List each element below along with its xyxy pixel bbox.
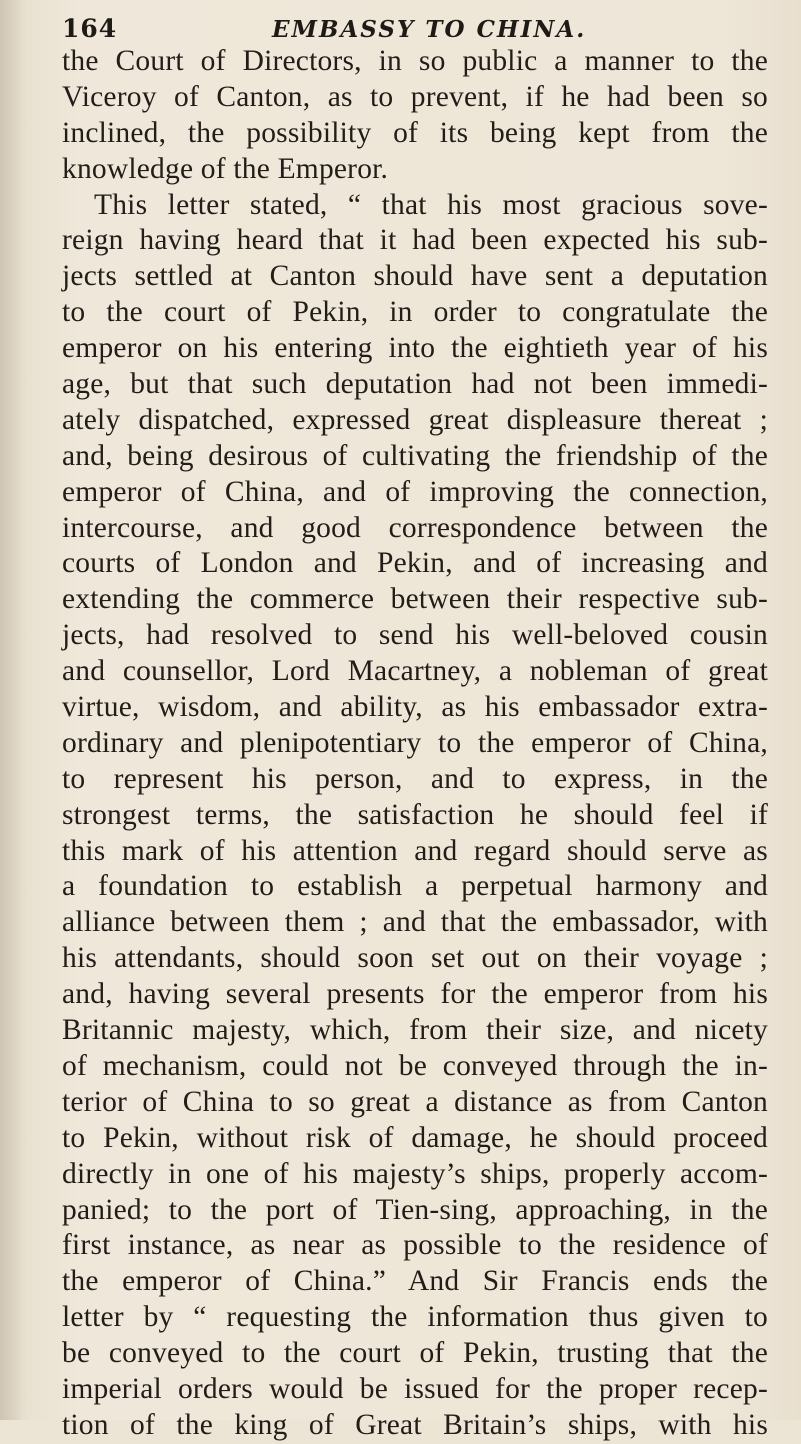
text-line: to Pekin, without risk of damage, he should proceed <box>62 1121 768 1154</box>
text-line: first instance, as near as possible to the residence of <box>62 1229 768 1262</box>
text-line: strongest terms, the satisfaction he should feel if <box>62 798 768 831</box>
text-line: reign having heard that it had been expected his sub- <box>62 224 768 257</box>
text-line: emperor of China, and of improving the connection, <box>62 475 768 508</box>
text-line: and counsellor, Lord Macartney, a nobleman of great <box>62 655 768 688</box>
text-line: to the court of Pekin, in order to congratulate the <box>62 296 768 329</box>
text-line: ordinary and plenipotentiary to the emperor of China, <box>62 726 768 759</box>
text-line: courts of London and Pekin, and of increasing and <box>62 547 768 580</box>
text-line: jects settled at Canton should have sent a deputation <box>62 260 768 293</box>
text-line: this mark of his attention and regard should serve as <box>62 834 768 867</box>
text-line: his attendants, should soon set out on their voyage ; <box>62 942 768 975</box>
text-line: terior of China to so great a distance as from Canton <box>62 1085 768 1118</box>
text-line: of mechanism, could not be conveyed through the in- <box>62 1049 768 1082</box>
text-line: alliance between them ; and that the embassador, with <box>62 906 768 939</box>
text-line: ately dispatched, expressed great displeasure thereat ; <box>62 403 768 436</box>
text-line: inclined, the possibility of its being kept from the <box>62 116 768 149</box>
text-line: panied; to the port of Tien-sing, approaching, in the <box>62 1193 768 1226</box>
text-line: Viceroy of Canton, as to prevent, if he had been so <box>62 80 768 113</box>
text-line: to represent his person, and to express, in the <box>62 762 768 795</box>
text-line: imperial orders would be issued for the proper recep- <box>62 1372 768 1405</box>
text-line: the Court of Directors, in so public a manner to the <box>62 45 768 77</box>
page-number: 164 <box>62 14 118 43</box>
text-line: knowledge of the Emperor. <box>62 152 389 185</box>
text-line: age, but that such deputation had not been immedi- <box>62 368 768 401</box>
running-head <box>62 14 762 44</box>
text-line: and, having several presents for the emperor from his <box>62 978 768 1011</box>
text-line: emperor on his entering into the eightieth year of his <box>62 332 768 365</box>
text-line: intercourse, and good correspondence between the <box>62 511 768 544</box>
running-title: EMBASSY TO CHINA. <box>272 16 587 43</box>
text-line: extending the commerce between their respective sub- <box>62 583 768 616</box>
text-line: Britannic majesty, which, from their size, and nicety <box>62 1014 768 1047</box>
text-line: jects, had resolved to send his well-beloved cousin <box>62 619 768 652</box>
text-line: This letter stated, “ that his most gracious sove- <box>94 188 768 221</box>
text-line: and, being desirous of cultivating the friendship of the <box>62 439 768 472</box>
text-line: virtue, wisdom, and ability, as his embassador extra- <box>62 691 768 724</box>
page-gutter <box>0 0 22 1420</box>
text-line: the emperor of China.” And Sir Francis ends the <box>62 1265 768 1298</box>
text-line: be conveyed to the court of Pekin, trusting that the <box>62 1337 768 1370</box>
body-text <box>62 44 768 1444</box>
text-line: directly in one of his majesty’s ships, properly accom- <box>62 1157 768 1190</box>
text-line: letter by “ requesting the information thus given to <box>62 1301 768 1334</box>
text-line: a foundation to establish a perpetual harmony and <box>62 870 768 903</box>
text-line: tion of the king of Great Britain’s ships, with his <box>62 1408 768 1441</box>
